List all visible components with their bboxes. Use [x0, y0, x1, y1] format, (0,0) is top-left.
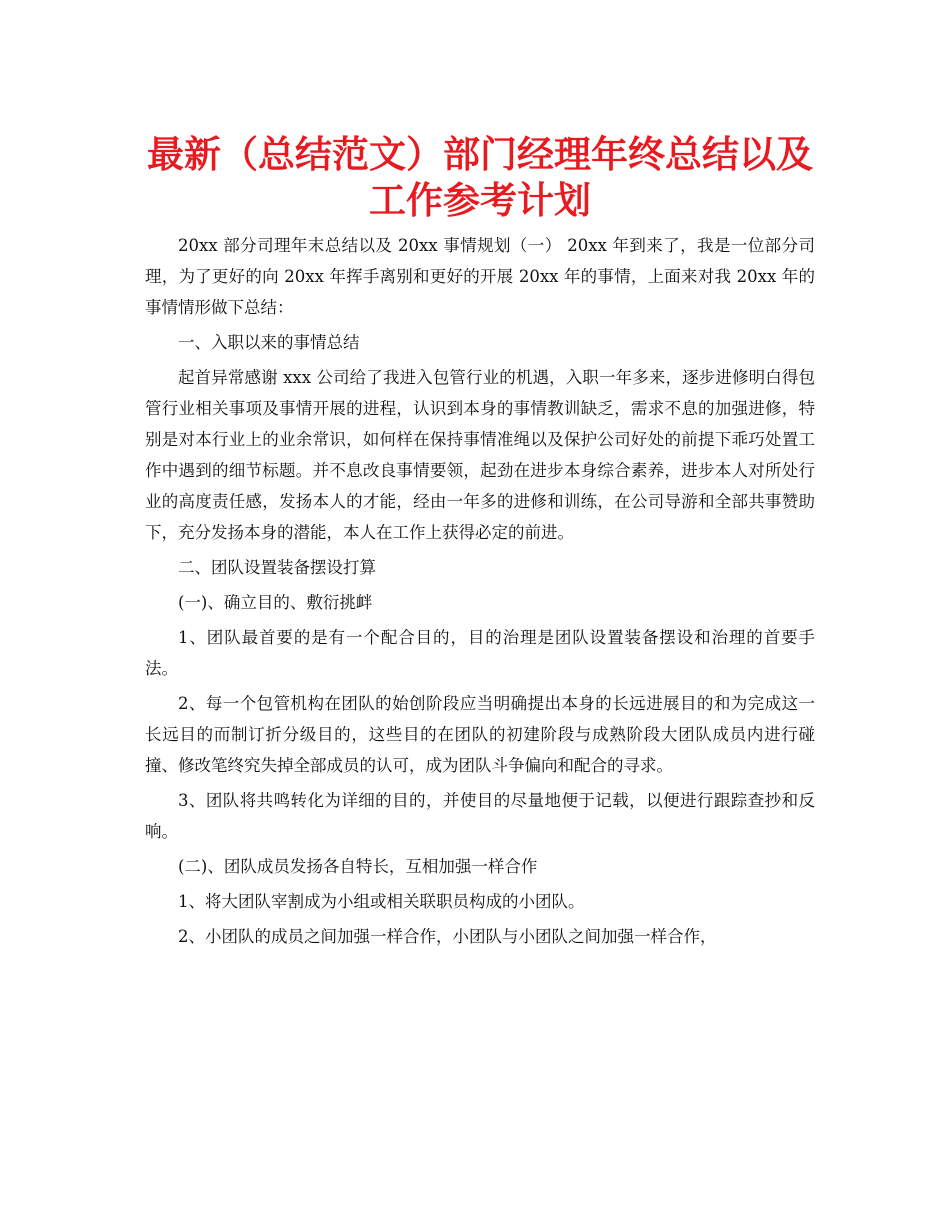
document-title [145, 132, 815, 224]
subsection-heading-2: (二)、团队成员发扬各自特长，互相加强一样合作 [178, 857, 538, 876]
list-item-3: 3、团队将共鸣转化为详细的目的，并使目的尽量地便于记载，以便进行跟踪查抄和反响。 [145, 791, 815, 841]
list-item-5: 2、小团队的成员之间加强一样合作，小团队与小团队之间加强一样合作， [178, 927, 717, 946]
document-page [145, 132, 815, 956]
section-heading-1: 一、入职以来的事情总结 [178, 333, 360, 352]
list-item-2: 2、每一个包管机构在团队的始创阶段应当明确提出本身的长远进展目的和为完成这一长远目的而制订折分级目的，这些目的在团队的初建阶段与成熟阶段大团队成员内进行碰撞、修改笔终究失掉全部成员的认可，成为团队斗争偏向和配合的寻求。 [145, 694, 815, 775]
subsection-heading-1: (一)、确立目的、敷衍挑衅 [178, 593, 373, 612]
paragraph-intro: 20xx 部分司理年末总结以及 20xx 事情规划（一） 20xx 年到来了，我是一位部分司理，为了更好的向 20xx 年挥手离别和更好的开展 20xx 年的事情，上面来对我 20xx 年的事情情形做下总结： [145, 236, 815, 317]
title-line-2: 工作参考计划 [369, 179, 591, 222]
list-item-1: 1、团队最首要的是有一个配合目的，目的治理是团队设置装备摆设和治理的首要手法。 [145, 628, 815, 678]
section-heading-2: 二、团队设置装备摆设打算 [178, 558, 376, 577]
title-line-1: 最新（总结范文）部门经理年终总结以及 [147, 133, 813, 176]
list-item-4: 1、将大团队宰割成为小组或相关联职员构成的小团队。 [178, 892, 585, 911]
paragraph-section-1: 起首异常感谢 xxx 公司给了我进入包管行业的机遇，入职一年多来，逐步进修明白得包管行业相关事项及事情开展的进程，认识到本身的事情教训缺乏，需求不息的加强进修，特别是对本行业上的业余常识，如何样在保持事情准绳以及保护公司好处的前提下乖巧处置工作中遇到的细节标题。并不息改良事情要领，起劲在进步本身综合素养，进步本人对所处行业的高度责任感，发扬本人的才能，经由一年多的进修和训练，在公司导游和全部共事赞助下，充分发扬本身的潜能，本人在工作上获得必定的前进。 [145, 368, 815, 542]
document-body [145, 230, 815, 952]
